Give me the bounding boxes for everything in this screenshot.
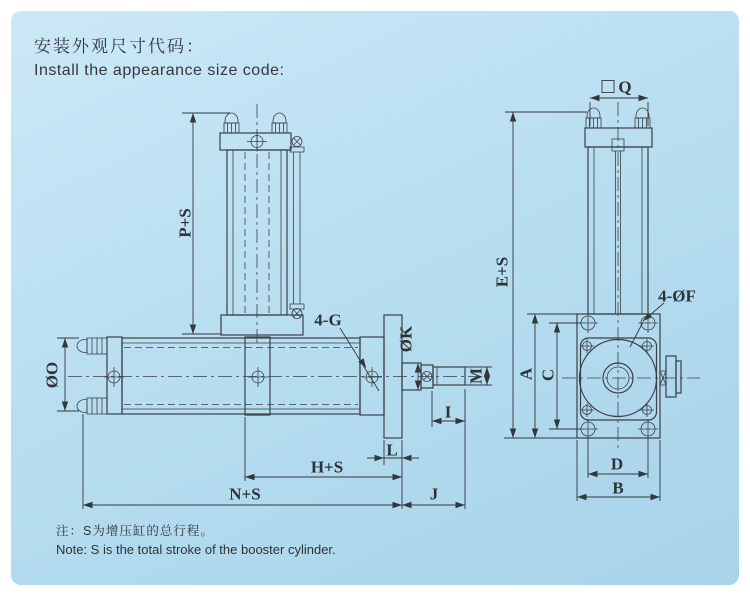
dim-label: J <box>429 484 439 504</box>
flange-face <box>562 313 700 439</box>
dim-n-plus-s <box>83 414 402 509</box>
dim-label: ØO <box>42 361 62 389</box>
dim-phi-k <box>397 325 422 390</box>
tie-rod-hole-icon <box>640 339 654 353</box>
dim-label: N+S <box>229 484 261 504</box>
title-english: Install the appearance size code: <box>34 62 285 79</box>
dim-label: D <box>610 454 624 474</box>
dim-label: E+S <box>492 256 512 288</box>
port-circle <box>248 367 268 387</box>
dim-label: Q <box>618 77 632 97</box>
note-english: Note: S is the total stroke of the booster cylinder. <box>56 542 336 557</box>
mount-hole-icon <box>638 419 658 439</box>
dim-label: I <box>444 402 452 422</box>
square-symbol <box>602 81 614 93</box>
port-circle <box>247 132 267 152</box>
fitting-icon <box>224 113 239 133</box>
note-chinese: 注：S为增压缸的总行程。 <box>56 524 214 538</box>
dim-label: A <box>516 367 536 381</box>
fitting-icon <box>77 398 107 414</box>
dim-h-plus-s <box>245 417 402 481</box>
dim-label: C <box>538 368 558 382</box>
dim-label: L <box>386 440 398 460</box>
dim-e-plus-s <box>493 112 588 438</box>
fitting-icon <box>272 113 287 133</box>
leader-4-g <box>314 311 379 392</box>
dim-label: B <box>612 478 624 498</box>
horizontal-cylinder <box>68 315 492 438</box>
title-chinese: 安装外观尺寸代码： <box>34 37 205 56</box>
fitting-icon <box>77 338 107 354</box>
note-block <box>56 521 336 557</box>
side-pipe <box>290 137 304 319</box>
side-knob <box>660 356 681 397</box>
tie-rod-hole-icon <box>640 403 654 417</box>
dim-d <box>588 437 648 478</box>
dim-label: M <box>466 367 486 385</box>
dim-square-q <box>590 78 648 127</box>
dim-label: H+S <box>310 457 344 477</box>
front-view <box>43 104 493 509</box>
side-cylinder <box>585 102 652 452</box>
dim-phi-o <box>43 338 80 411</box>
dim-c <box>539 323 583 429</box>
dim-label: P+S <box>175 208 195 238</box>
dim-j <box>402 485 465 509</box>
dim-label: 4-G <box>314 310 342 330</box>
dim-p-plus-s <box>176 113 231 334</box>
dim-label: 4-ØF <box>658 286 696 306</box>
dim-label: ØK <box>396 325 416 353</box>
vertical-cylinder <box>220 104 304 345</box>
elbow-fitting-icon <box>292 137 302 147</box>
tie-rod-hole-icon <box>580 403 594 417</box>
dim-m <box>465 367 492 385</box>
fitting-icon <box>586 108 601 128</box>
port-circle <box>362 367 382 387</box>
elbow-fitting-icon <box>292 309 302 319</box>
side-view <box>493 78 701 502</box>
